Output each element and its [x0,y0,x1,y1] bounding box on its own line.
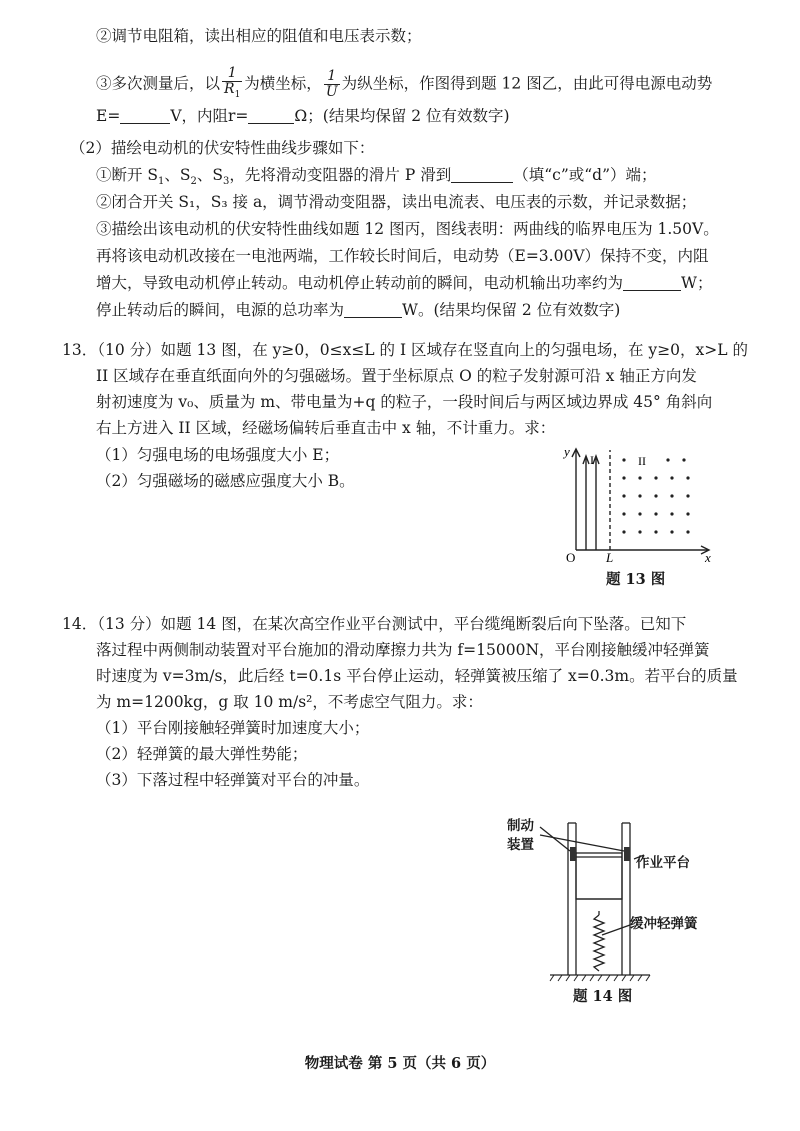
output-power-blank[interactable] [623,273,681,291]
q14-line4: 为 m=1200kg，g 取 10 m/s²，不考虑空气阻力。求： [96,693,483,711]
fig13-y-label: y [564,444,570,459]
magnetic-field-dots [622,458,689,533]
fraction-1-over-R1: $\frac{1}{R_1}$ [224,65,241,100]
figure-13 [560,440,720,570]
q13-ask2: （2）匀强磁场的磁感应强度大小 B。 [96,472,355,490]
resistance-blank[interactable] [248,106,294,124]
fig14-label-platform: 作业平台 [636,855,690,871]
fig13-origin: O [566,550,576,565]
q14-line3: 时速度为 v=3m/s，此后经 t=0.1s 平台停止运动，轻弹簧被压缩了 x=0.3m。若平台的质量 [96,667,738,685]
q14-ask1: （1）平台刚接触轻弹簧时加速度大小； [96,719,370,737]
q13-line1: 13．（10 分）如题 13 图，在 y≥0，0≤x≤L 的 I 区域存在竖直向上的匀强电场，在 y≥0，x>L 的 [62,341,748,359]
page-footer: 物理试卷 第 5 页（共 6 页） [304,1055,496,1072]
q14-ask3: （3）下落过程中轻弹簧对平台的冲量。 [96,771,370,789]
q12-part2-step1: ①断开 $S_1$、$S_2$、$S_3$，先将滑动变阻器的滑片 P 滑到 （填“c”或“d”）端； [96,166,657,188]
q12-part2-title: （2）描绘电动机的伏安特性曲线步骤如下： [70,139,375,157]
q12-step2: ②调节电阻箱，读出相应的阻值和电压表示数； [96,27,422,45]
q12-emf-line: E= V，内阻r= Ω；(结果均保留 2 位有效数字) [96,107,510,125]
fig13-region-2: II [638,454,646,468]
q12-part2-line5: 增大，导致电动机停止转动。电动机停止转动前的瞬间，电动机输出功率约为 W； [96,274,713,292]
q13-ask1: （1）匀强电场的电场强度大小 E； [96,446,340,464]
brake-right [624,847,630,861]
fig14-label-spring: 缓冲轻弹簧 [630,916,698,932]
q12-part2-line6: 停止转动后的瞬间，电源的总功率为 W。(结果均保留 2 位有效数字) [96,301,621,319]
fig13-L: L [606,550,614,565]
fig13-caption: 题 13 图 [606,571,666,588]
q14-ask2: （2）轻弹簧的最大弹性势能； [96,745,308,763]
q12-part2-step2: ②闭合开关 S₁，S₃ 接 a，调节滑动变阻器，读出电流表、电压表的示数，并记录数据； [96,193,697,211]
fig14-caption: 题 14 图 [573,988,633,1005]
q13-line3: 射初速度为 v₀、质量为 m、带电量为+q 的粒子，一段时间后与两区域边界成 45° 角斜向 [96,393,713,411]
q13-line2: II 区域存在垂直纸面向外的匀强磁场。置于坐标原点 O 的粒子发射源可沿 x 轴正方向发 [96,367,697,385]
fig14-label-brake-1: 制动 [507,818,534,834]
q14-line1: 14．（13 分）如题 14 图，在某次高空作业平台测试中，平台缆绳断裂后向下坠落。已知下 [62,615,687,633]
figure-14 [540,815,660,985]
q12-part2-line4: 再将该电动机改接在一电池两端，工作较长时间后，电动势（E=3.00V）保持不变，内阻 [96,247,709,265]
fig13-region-1: I [590,453,594,467]
q12-part2-step3: ③描绘出该电动机的伏安特性曲线如题 12 图丙，图线表明：两曲线的临界电压为 1.50V。 [96,220,719,238]
fraction-1-over-U: $\frac{1}{U}$ [325,67,338,100]
q13-line4: 右上方进入 II 区域，经磁场偏转后垂直击中 x 轴，不计重力。求： [96,419,556,437]
q14-line2: 落过程中两侧制动装置对平台施加的滑动摩擦力共为 f=15000N，平台刚接触缓冲轻弹簧 [96,641,710,659]
brake-left [570,847,576,861]
total-power-blank[interactable] [344,300,402,318]
fig14-label-brake-2: 装置 [507,837,534,853]
fig13-x-label: x [705,550,711,565]
emf-blank[interactable] [120,106,170,124]
slider-end-blank[interactable] [451,165,513,183]
q12-step3-line: ③多次测量后，以 $\frac{1}{R_1}$ 为横坐标， $\frac{1}{U}$ 为纵坐标，作图得到题 12 图乙，由此可得电源电动势 [96,66,712,103]
